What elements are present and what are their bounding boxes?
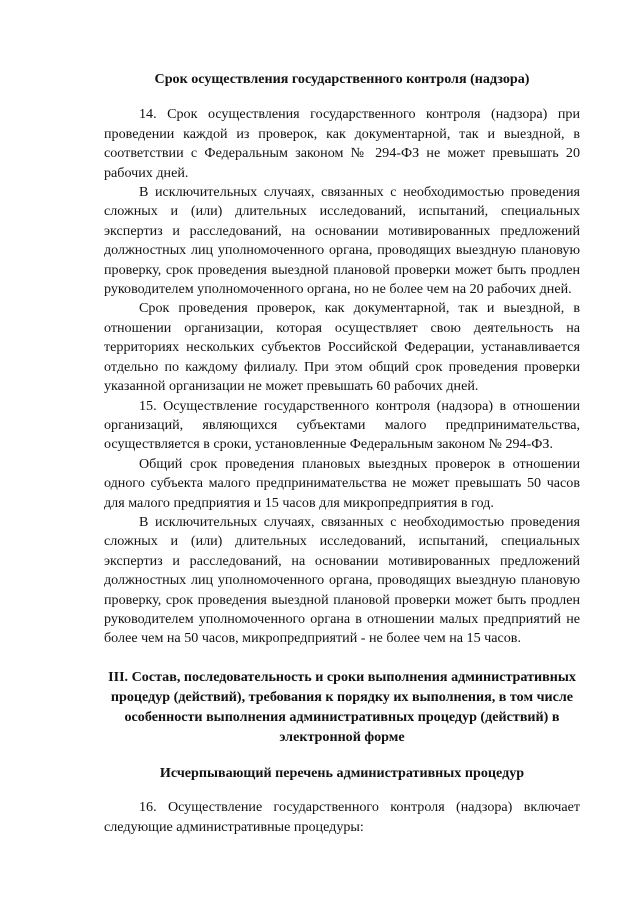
document-body [104, 70, 580, 837]
section-title: III. Состав, последовательность и сроки выполнения административных процедур (действий), требования к порядку их выполнения, в том числе особенности выполнения административных процедур (действий) в электронной форме [108, 668, 576, 745]
paragraph-15: 15. Осуществление государственного контроля (надзора) в отношении организаций, являющихся субъектами малого предпринимательства, осуществляется в сроки, установленные Федеральным законом № 294-ФЗ. [104, 397, 580, 453]
paragraph-branches: Срок проведения проверок, как документарной, так и выездной, в отношении организации, которая осуществляет свою деятельность на территориях нескольких субъектов Российской Федерации, устанавливается отдельно по каждому филиалу. При этом общий срок проведения проверки указанной организации не может превышать 60 рабочих дней. [104, 300, 580, 395]
paragraph-16: 16. Осуществление государственного контроля (надзора) включает следующие административные процедуры: [104, 799, 580, 835]
heading-term: Срок осуществления государственного контроля (надзора) [154, 71, 530, 87]
paragraph-14: 14. Срок осуществления государственного контроля (надзора) при проведении каждой из проверок, как документарной, так и выездной, в соответствии с Федеральным законом № 294-ФЗ не может превышать 20 рабочих дней. [104, 106, 580, 181]
paragraph-exceptional-small: В исключительных случаях, связанных с необходимостью проведения сложных и (или) длительных исследований, испытаний, специальных экспертиз и расследований, на основании мотивированных предложений должностных лиц уполномоченного органа, проводящих выездную плановую проверку, срок проведения выездной плановой проверки может быть продлен руководителем уполномоченного органа в отношении малых предприятий не более чем на 50 часов, микропредприятий - не более чем на 15 часов. [104, 513, 580, 647]
subsection-title: Исчерпывающий перечень административных процедур [159, 764, 525, 781]
paragraph-small-business: Общий срок проведения плановых выездных проверок в отношении одного субъекта малого предпринимательства не может превышать 50 часов для малого предприятия и 15 часов для микропредприятия в год. [104, 455, 580, 511]
paragraph-exceptional-cases: В исключительных случаях, связанных с необходимостью проведения сложных и (или) длительных исследований, испытаний, специальных экспертиз и расследований, на основании мотивированных предложений должностных лиц уполномоченного органа, проводящих выездную плановую проверку, срок проведения выездной плановой проверки может быть продлен руководителем уполномоченного органа, но не более чем на 20 рабочих дней. [104, 184, 580, 298]
